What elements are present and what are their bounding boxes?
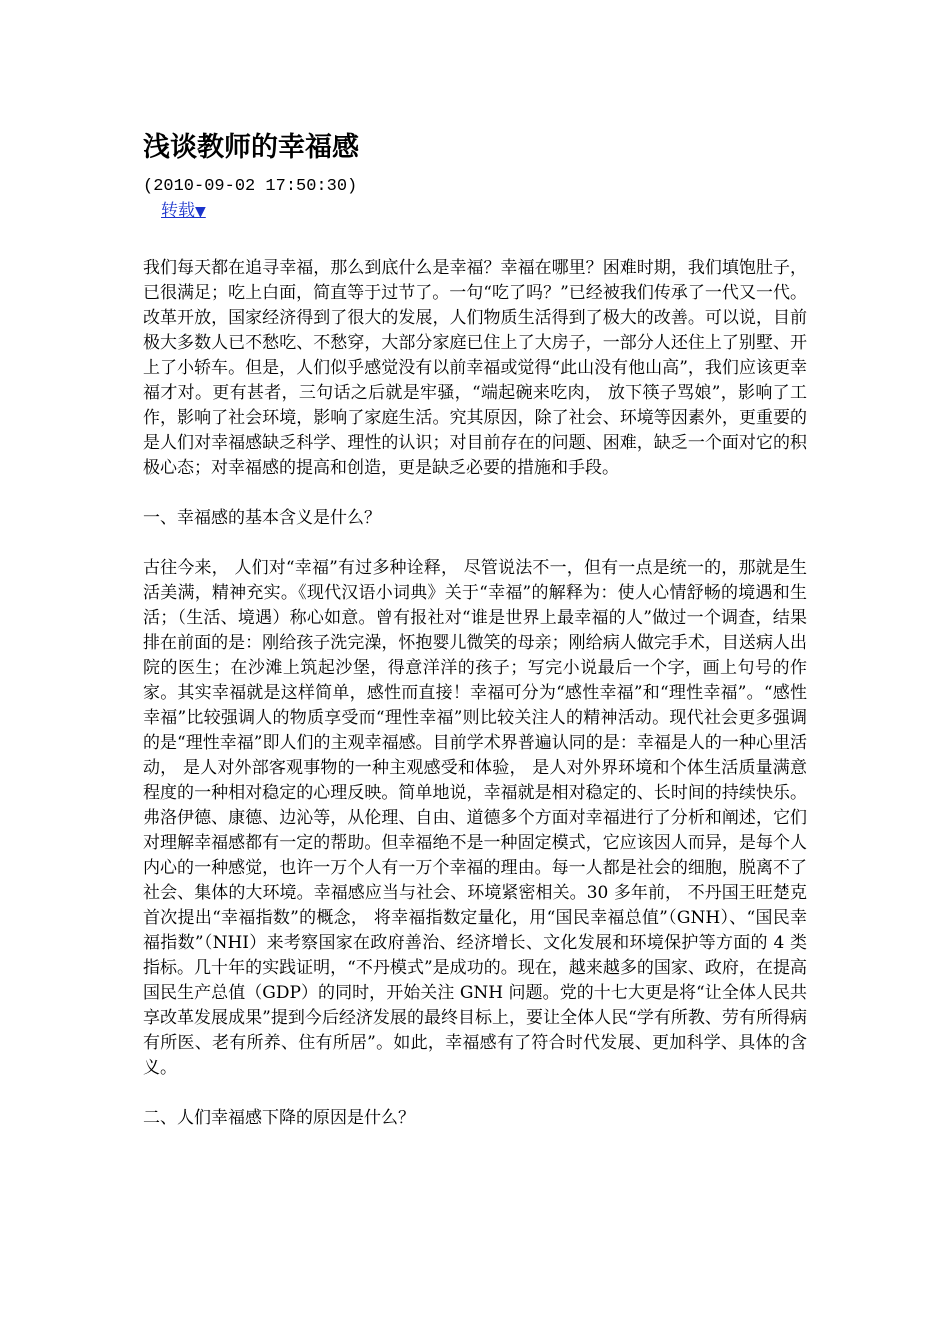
section-heading-2: 二、人们幸福感下降的原因是什么？	[143, 1108, 415, 1128]
paragraph-section-1: 古往今来， 人们对“幸福”有过多种诠释， 尽管说法不一，但有一点是统一的，那就是生活美满，精神充实。《现代汉语小词典》关于“幸福”的解释为：使人心情舒畅的境遇和生活；（生活、境遇）称心如意。曾有报社对“谁是世界上最幸福的人”做过一个调查，结果排在前面的是：刚给孩子洗完澡，怀抱婴儿微笑的母亲；刚给病人做完手术，目送病人出院的医生；在沙滩上筑起沙堡，得意洋洋的孩子；写完小说最后一个字，画上句号的作家。其实幸福就是这样简单，感性而直接！幸福可分为“感性幸福”和“理性幸福”。“感性幸福”比较强调人的物质享受而“理性幸福”则比较关注人的精神活动。现代社会更多强调的是“理性幸福”即人们的主观幸福感。目前学术界普遍认同的是：幸福是人的一种心里活动， 是人对外部客观事物的一种主观感受和体验， 是人对外界环境和个体生活质量满意程度的一种相对稳定的心理反映。简单地说，幸福就是相对稳定的、长时间的持续快乐。弗洛伊德、康德、边沁等，从伦理、自由、道德多个方面对幸福进行了分析和阐述，它们对理解幸福感都有一定的帮助。但幸福绝不是一种固定模式，它应该因人而异，是每个人内心的一种感觉，也许一万个人有一万个幸福的理由。每一人都是社会的细胞，脱离不了社会、集体的大环境。幸福感应当与社会、环境紧密相关。30 多年前， 不丹国王旺楚克首次提出“幸福指数”的概念， 将幸福指数定量化，用“国民幸福总值”（GNH）、“国民幸福指数”（NHI）来考察国家在政府善治、经济增长、文化发展和环境保护等方面的 4 类指标。几十年的实践证明，“不丹模式”是成功的。现在，越来越多的国家、政府，在提高国民生产总值（GDP）的同时，开始关注 GNH 问题。党的十七大更是将“让全体人民共享改革发展成果”提到今后经济发展的最终目标上，要让全体人民“学有所教、劳有所得病有所医、老有所养、住有所居”。如此，幸福感有了符合时代发展、更加科学、具体的含义。	[143, 558, 807, 1078]
section-heading-1: 一、幸福感的基本含义是什么？	[143, 508, 381, 528]
repost-link[interactable]	[161, 199, 206, 225]
article-date: (2010-09-02 17:50:30)	[143, 177, 358, 196]
blank-line	[143, 481, 807, 506]
article-title: 浅谈教师的幸福感	[143, 132, 359, 163]
chevron-down-icon: ▼	[195, 204, 206, 220]
blank-line	[143, 1081, 807, 1106]
paragraph-intro: 我们每天都在追寻幸福，那么到底什么是幸福？幸福在哪里？困难时期，我们填饱肚子，已很满足；吃上白面，简直等于过节了。一句“吃了吗？”已经被我们传承了一代又一代。改革开放，国家经济得到了很大的发展，人们物质生活得到了极大的改善。可以说，目前极大多数人已不愁吃、不愁穿，大部分家庭已住上了大房子，一部分人还住上了别墅、开上了小轿车。但是，人们似乎感觉没有以前幸福或觉得“此山没有他山高”，我们应该更幸福才对。更有甚者，三句话之后就是牢骚，“端起碗来吃肉， 放下筷子骂娘”，影响了工作，影响了社会环境，影响了家庭生活。究其原因，除了社会、环境等因素外，更重要的是人们对幸福感缺乏科学、理性的认识；对目前存在的问题、困难，缺乏一个面对它的积极心态；对幸福感的提高和创造，更是缺乏必要的措施和手段。	[143, 258, 807, 478]
blank-line	[143, 531, 807, 556]
repost-label: 转载	[161, 201, 195, 221]
article	[143, 128, 807, 1131]
